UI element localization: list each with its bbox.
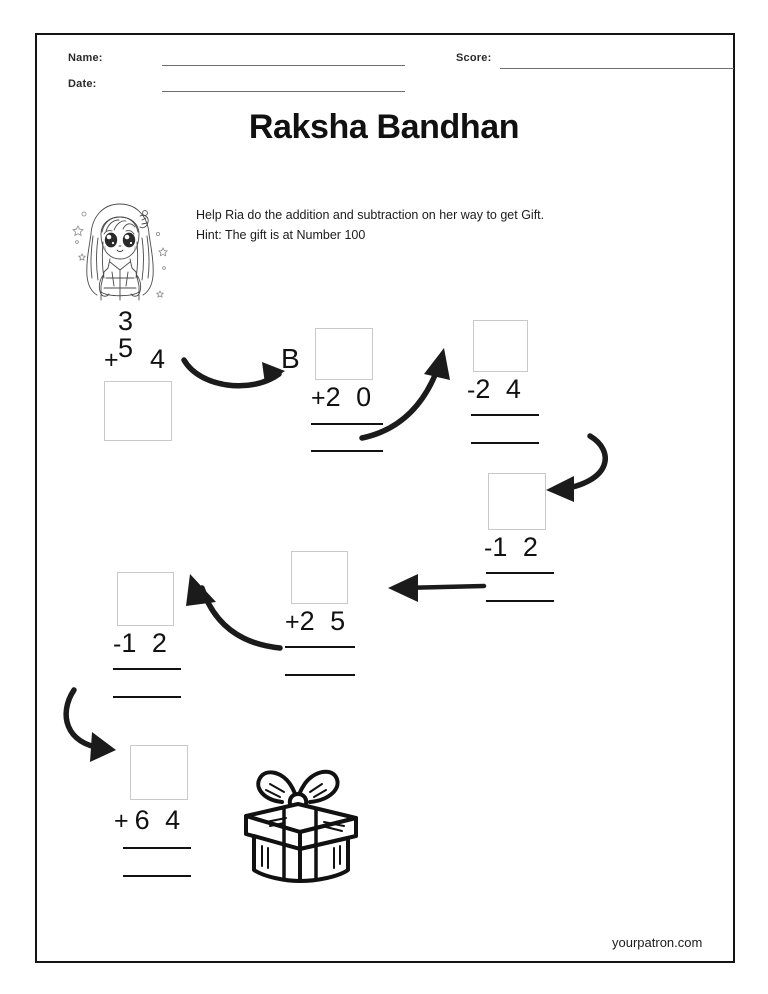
problem-6-operand: 1 2 [121,628,171,658]
problem-2-operator: + [311,384,326,412]
problem-6-operand-row [113,630,171,657]
problem-4-operator: - [484,534,493,562]
name-label: Name: [68,52,103,64]
problem-3-operand: 2 4 [475,374,525,404]
date-input-line[interactable] [162,91,405,92]
problem-5-operator: + [285,608,300,636]
problem-7-answer-line[interactable] [123,875,191,877]
problem-5-answer-line[interactable] [285,674,355,676]
problem-1-top-number: 3 5 [118,306,140,363]
problem-1-operand: 4 [150,344,166,374]
problem-4-carry-box[interactable] [488,473,546,530]
problem-3-operand-row [467,376,525,403]
problem-6-carry-box[interactable] [117,572,174,626]
problem-7-operand-row [114,807,184,834]
problem-2-operand: 2 0 [325,382,376,412]
chibi-girl-icon [68,196,172,304]
page-title: Raksha Bandhan [248,108,520,146]
score-input-line[interactable] [500,68,734,69]
arrow-up-curved-2 [356,338,474,450]
problem-4-divider-line [486,572,554,574]
problem-6-operator: - [113,630,122,658]
instruction-line-2: Hint: The gift is at Number 100 [196,228,366,242]
problem-5-operand: 2 5 [299,606,350,636]
problem-1-answer-box[interactable] [104,381,172,441]
problem-2-answer-line[interactable] [311,450,383,452]
problem-3-divider-line [471,414,539,416]
gift-box-icon [226,756,374,884]
footer-website: yourpatron.com [612,935,703,950]
problem-5-divider-line [285,646,355,648]
problem-3-carry-box[interactable] [473,320,528,372]
arrow-up-left-curved-5 [178,566,288,658]
problem-7-operand: 6 4 [134,805,185,835]
problem-5-carry-box[interactable] [291,551,348,604]
date-label: Date: [68,78,97,90]
problem-4-answer-line[interactable] [486,600,554,602]
name-input-line[interactable] [162,65,405,66]
problem-3-operator: - [467,376,476,404]
problem-5-operand-row [285,608,349,635]
score-label: Score: [456,52,492,64]
instruction-line-1: Help Ria do the addition and subtraction on her way to get Gift. [196,208,545,222]
problem-7-divider-line [123,847,191,849]
problem-4-operand: 1 2 [492,532,542,562]
instructions-text [196,205,616,245]
problem-6-divider-line [113,668,181,670]
problem-7-operator: + [114,807,129,835]
problem-7-carry-box[interactable] [130,745,188,800]
step-letter-b: B [281,343,300,374]
problem-4-operand-row [484,534,542,561]
problem-1-operator: + [104,346,119,374]
arrow-left-straight-4 [380,566,492,610]
